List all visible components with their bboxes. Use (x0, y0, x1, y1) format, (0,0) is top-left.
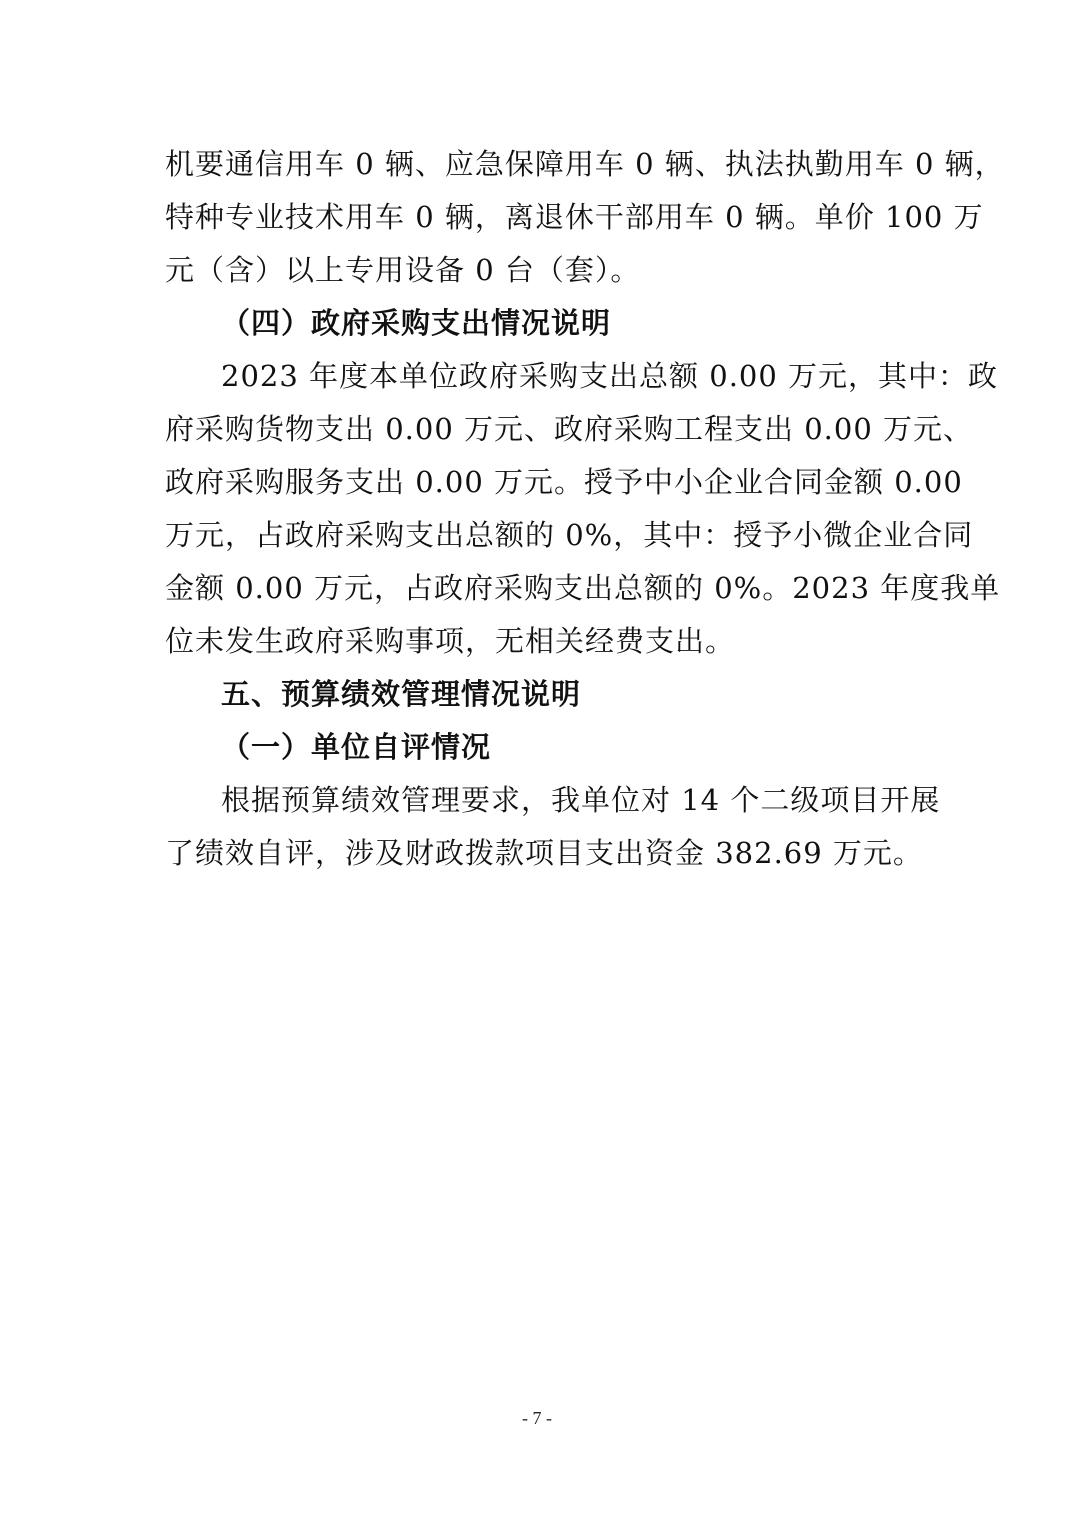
paragraph-line: 2023 年度本单位政府采购支出总额 0.00 万元，其中：政 (221, 359, 999, 393)
document-body (165, 138, 1005, 880)
paragraph-line: 特种专业技术用车 0 辆，离退休干部用车 0 辆。单价 100 万 (165, 200, 984, 234)
paragraph-line: 金额 0.00 万元，占政府采购支出总额的 0%。2023 年度我单 (165, 571, 1001, 605)
section-heading: （一）单位自评情况 (221, 730, 492, 764)
paragraph-line: 根据预算绩效管理要求，我单位对 14 个二级项目开展 (221, 783, 941, 817)
paragraph-line: 府采购货物支出 0.00 万元、政府采购工程支出 0.00 万元、 (165, 412, 974, 446)
paragraph-line: 了绩效自评，涉及财政拨款项目支出资金 382.69 万元。 (165, 836, 923, 870)
page-number: - 7 - (522, 1408, 552, 1428)
paragraph-line: 万元，占政府采购支出总额的 0%，其中：授予小微企业合同 (165, 518, 974, 552)
paragraph-line: 机要通信用车 0 辆、应急保障用车 0 辆、执法执勤用车 0 辆， (165, 147, 1005, 181)
section-heading: （四）政府采购支出情况说明 (221, 306, 612, 340)
paragraph-line: 元（含）以上专用设备 0 台（套）。 (165, 253, 641, 287)
chapter-heading: 五、预算绩效管理情况说明 (221, 677, 582, 711)
paragraph-line: 位未发生政府采购事项，无相关经费支出。 (165, 624, 736, 658)
paragraph-line: 政府采购服务支出 0.00 万元。授予中小企业合同金额 0.00 (165, 465, 963, 499)
